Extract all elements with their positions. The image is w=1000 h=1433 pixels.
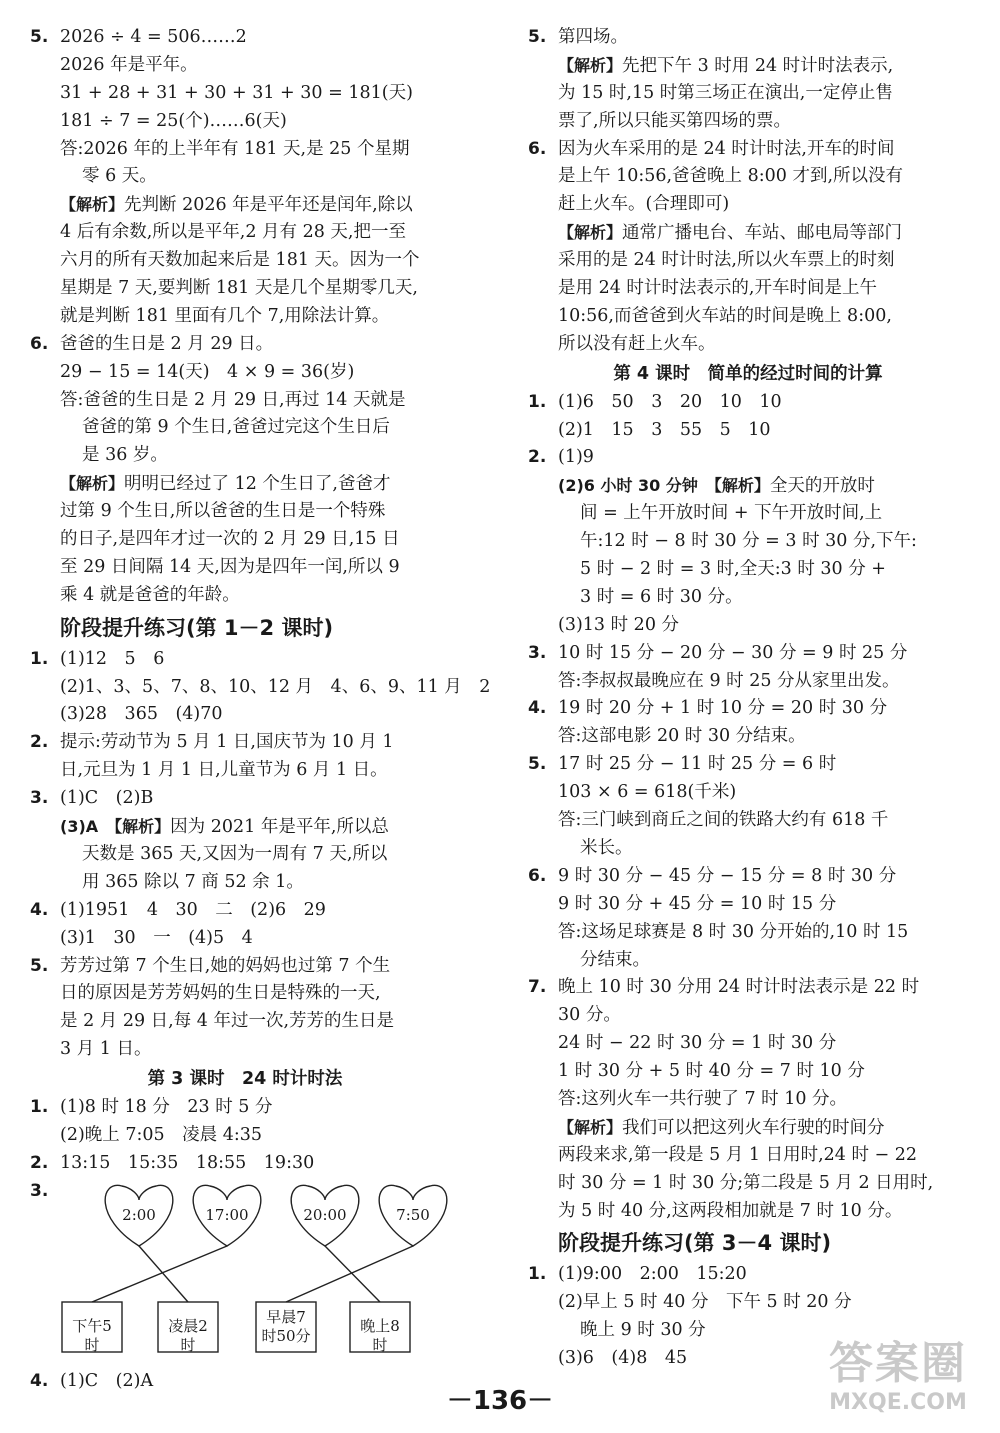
line-text: 采用的是 24 时计时法,所以火车票上的时刻 (558, 250, 895, 271)
answer-line (30, 303, 460, 331)
item-number: 1. (30, 1097, 49, 1118)
answer-line (30, 980, 460, 1008)
answer-line (528, 556, 968, 584)
item-number: 1. (528, 1264, 547, 1285)
answer-line (30, 498, 460, 526)
line-text: 答:2026 年的上半年有 181 天,是 25 个星期 (60, 138, 410, 159)
line-text: 日的原因是芳芳妈妈的生日是特殊的一天, (60, 983, 381, 1004)
answer-line (30, 1122, 460, 1150)
answer-line (528, 891, 968, 919)
match-line (286, 1246, 413, 1302)
line-text: (1)C (2)B (60, 788, 154, 809)
answer-line (30, 869, 460, 897)
answer-line (30, 387, 460, 415)
answer-item (528, 751, 968, 779)
answer-line (30, 925, 460, 953)
line-text: 答:这部电影 20 时 30 分结束。 (558, 726, 806, 747)
line-text: 晚上 9 时 30 分 (580, 1320, 706, 1341)
line-text: 是上午 10:56,爸爸晚上 8:00 才到,所以没有 (558, 166, 904, 187)
answer-item (30, 24, 460, 52)
answer-line (528, 52, 968, 80)
answer-line (30, 1036, 460, 1064)
item-number: 6. (528, 138, 547, 159)
match-line (92, 1246, 227, 1302)
line-text: 答:这列火车一共行驶了 7 时 10 分。 (558, 1088, 848, 1109)
line-text: (3)13 时 20 分 (558, 614, 680, 635)
answer-line (528, 1058, 968, 1086)
line-text: (2)1 15 3 55 5 10 (558, 419, 771, 440)
line-text: 9 时 30 分 + 45 分 = 10 时 15 分 (558, 893, 837, 914)
line-text: 先判断 2026 年是平年还是闰年,除以 (124, 195, 413, 216)
line-text: 就是判断 181 里面有几个 7,用除法计算。 (60, 305, 390, 326)
item-number: 2. (528, 447, 547, 468)
line-text: 间 = 上午开放时间 + 下午开放时间,上 (580, 503, 883, 524)
item-number: 4. (30, 899, 49, 920)
heart-time-label: 17:00 (205, 1205, 249, 1224)
answer-line (528, 779, 968, 807)
answer-line (528, 1002, 968, 1030)
answer-line (528, 163, 968, 191)
line-text: 用 365 除以 7 商 52 余 1。 (82, 871, 304, 892)
answer-line (528, 247, 968, 275)
line-text: 17 时 25 分 − 11 时 25 分 = 6 时 (558, 754, 837, 775)
analysis-tag: 【解析】 (558, 223, 623, 243)
box-time-label: 下午5时 (72, 1316, 112, 1354)
line-text: 我们可以把这列火车行驶的时间分 (622, 1117, 885, 1138)
answer-item (30, 953, 460, 981)
diagram-row (30, 1178, 460, 1368)
line-text: 24 时 − 22 时 30 分 = 1 时 30 分 (558, 1033, 837, 1054)
match-line (325, 1246, 380, 1302)
answer-line (30, 80, 460, 108)
line-text: (1)8 时 18 分 23 时 5 分 (60, 1097, 273, 1118)
answer-line (30, 191, 460, 219)
line-text: 两段来求,第一段是 5 月 1 日用时,24 时 − 22 (558, 1144, 918, 1165)
line-text: 所以没有赶上火车。 (558, 333, 716, 354)
line-text: 提示:劳动节为 5 月 1 日,国庆节为 10 月 1 (60, 732, 394, 753)
answer-item (30, 331, 460, 359)
line-text: (1)9 (558, 447, 594, 468)
item-number: 6. (30, 333, 49, 354)
answer-line (528, 1142, 968, 1170)
line-text: 4 后有余数,所以是平年,2 月有 28 天,把一至 (60, 222, 406, 243)
line-text: 31 + 28 + 31 + 30 + 31 + 30 = 181(天) (60, 82, 413, 103)
line-text: 至 29 日间隔 14 天,因为是四年一闰,所以 9 (60, 556, 400, 577)
line-text: 是 2 月 29 日,每 4 年过一次,芳芳的生日是 (60, 1011, 395, 1032)
item-number: 2. (30, 1152, 49, 1173)
heart-time-label: 7:50 (396, 1205, 430, 1224)
line-text: 30 分。 (558, 1005, 621, 1026)
analysis-tag: 【解析】 (60, 195, 125, 215)
line-text: (1)9:00 2:00 15:20 (558, 1264, 747, 1285)
watermark-logo (808, 1338, 988, 1428)
answer-line (528, 1289, 968, 1317)
answer-line (528, 472, 968, 500)
item-number: 1. (30, 648, 49, 669)
answer-line (528, 807, 968, 835)
answer-line (30, 52, 460, 80)
answer-line (528, 919, 968, 947)
answer-line (528, 1170, 968, 1198)
answer-item (528, 136, 968, 164)
line-text: 时 30 分 = 1 时 30 分;第二段是 5 月 2 日用时, (558, 1172, 934, 1193)
answer-line (30, 163, 460, 191)
line-text: (2)早上 5 时 40 分 下午 5 时 20 分 (558, 1292, 852, 1313)
item-number: 3. (30, 1180, 49, 1201)
answer-line (30, 554, 460, 582)
answer-line (528, 108, 968, 136)
analysis-tag: 【解析】 (558, 55, 623, 75)
lesson-heading: 第 3 课时 24 时计时法 (147, 1069, 343, 1090)
answer-line (528, 500, 968, 528)
heart-time-label: 2:00 (122, 1205, 156, 1224)
box-time-label: 晚上8时 (360, 1316, 400, 1354)
line-text: 明明已经过了 12 个生日了,爸爸才 (124, 474, 391, 495)
box-time-label: 早晨7时50分 (261, 1307, 311, 1345)
answer-line (30, 1008, 460, 1036)
box-time-label: 凌晨2时 (168, 1316, 208, 1354)
answer-line (30, 701, 460, 729)
line-text: 2026 ÷ 4 = 506……2 (60, 27, 247, 47)
watermark-text: 答案圈 (829, 1338, 967, 1389)
answer-item (30, 785, 460, 813)
line-text: 为 15 时,15 时第三场正在演出,一定停止售 (558, 82, 893, 103)
line-text: 爸爸的生日是 2 月 29 日。 (60, 333, 274, 354)
item-number: 7. (528, 977, 547, 998)
answer-line (528, 723, 968, 751)
answer-item (30, 729, 460, 757)
item-number: 3. (30, 788, 49, 809)
answer-line (528, 947, 968, 975)
answer-line (528, 191, 968, 219)
line-text: 1 时 30 分 + 5 时 40 分 = 7 时 10 分 (558, 1061, 865, 1082)
answer-item (30, 1150, 460, 1178)
item-number: 1. (528, 391, 547, 412)
answer-line (528, 331, 968, 359)
line-text: 零 6 天。 (82, 166, 157, 187)
answer-line (528, 1198, 968, 1226)
answer-line (30, 841, 460, 869)
line-text: (3)28 365 (4)70 (60, 704, 223, 725)
item-number: 4. (528, 698, 547, 719)
answer-item (528, 863, 968, 891)
answer-line (30, 813, 460, 841)
line-text: 答:李叔叔最晚应在 9 时 25 分从家里出发。 (558, 670, 900, 691)
answer-line (528, 80, 968, 108)
answer-line (30, 247, 460, 275)
answer-line (30, 470, 460, 498)
line-text: 票了,所以只能买第四场的票。 (558, 110, 792, 131)
answer-item (528, 695, 968, 723)
analysis-tag: 【解析】 (558, 1117, 623, 1137)
line-text: 的日子,是四年才过一次的 2 月 29 日,15 日 (60, 529, 400, 550)
line-text: 先把下午 3 时用 24 时计时法表示, (622, 55, 894, 76)
answer-item (528, 1261, 968, 1289)
line-text: 过第 9 个生日,所以爸爸的生日是一个特殊 (60, 501, 386, 522)
line-text: 10 时 15 分 − 20 分 − 30 分 = 9 时 25 分 (558, 642, 908, 663)
answer-line (528, 219, 968, 247)
item-number: 5. (528, 754, 547, 775)
analysis-tag: (2)6 小时 30 分钟 【解析】 (558, 476, 770, 496)
answer-item (528, 24, 968, 52)
answer-line (528, 835, 968, 863)
item-number: 5. (30, 27, 49, 47)
line-text: 六月的所有天数加起来后是 181 天。因为一个 (60, 250, 420, 271)
page-number: －136－ (446, 1386, 554, 1416)
line-text: 13:15 15:35 18:55 19:30 (60, 1152, 315, 1173)
item-number: 5. (30, 955, 49, 976)
item-number: 6. (528, 865, 547, 886)
answer-line (30, 757, 460, 785)
line-text: 爸爸的第 9 个生日,爸爸过完这个生日后 (82, 417, 390, 438)
line-text: 天数是 365 天,又因为一周有 7 天,所以 (82, 843, 388, 864)
line-text: (1)1951 4 30 二 (2)6 29 (60, 899, 326, 920)
answer-item (528, 974, 968, 1002)
matching-diagram (60, 1178, 490, 1358)
answer-line (528, 528, 968, 556)
item-number: 4. (30, 1370, 49, 1391)
line-text: 日,元旦为 1 月 1 日,儿童节为 6 月 1 日。 (60, 760, 388, 781)
line-text: (3)6 (4)8 45 (558, 1348, 688, 1369)
line-text: (2)晚上 7:05 凌晨 4:35 (60, 1124, 263, 1145)
match-line (139, 1246, 188, 1302)
line-text: (1)C (2)A (60, 1370, 154, 1391)
answer-line (30, 674, 491, 702)
line-text: 3 时 = 6 时 30 分。 (580, 586, 743, 607)
line-text: 通常广播电台、车站、邮电局等部门 (622, 223, 903, 244)
answer-item (30, 897, 460, 925)
watermark-url: MXQE.COM (829, 1390, 967, 1415)
line-text: 午:12 时 − 8 时 30 分 = 3 时 30 分,下午: (580, 531, 917, 552)
line-text: 答:三门峡到商丘之间的铁路大约有 618 千 (558, 810, 889, 831)
item-number: 3. (528, 642, 547, 663)
line-text: 答:爸爸的生日是 2 月 29 日,再过 14 天就是 (60, 389, 406, 410)
analysis-tag: (3)A 【解析】 (60, 817, 171, 837)
answer-item (30, 1094, 460, 1122)
answer-line (30, 136, 460, 164)
line-text: 10:56,而爸爸到火车站的时间是晚上 8:00, (558, 305, 892, 326)
line-text: 因为 2021 年是平年,所以总 (170, 817, 389, 838)
answer-item (30, 646, 460, 674)
answer-line (528, 1030, 968, 1058)
item-number: 5. (528, 27, 547, 47)
lesson-heading: 第 4 课时 简单的经过时间的计算 (613, 363, 883, 384)
line-text: (1)6 50 3 20 10 10 (558, 391, 782, 412)
line-text: 全天的开放时 (769, 476, 875, 497)
answer-line (528, 1086, 968, 1114)
line-text: 2026 年是平年。 (60, 54, 198, 75)
line-text: 晚上 10 时 30 分用 24 时计时法表示是 22 时 (558, 977, 920, 998)
answer-line (30, 582, 460, 610)
answer-line (528, 417, 968, 445)
line-text: 5 时 − 2 时 = 3 时,全天:3 时 30 分 + (580, 559, 886, 580)
line-text: (2)1、3、5、7、8、10、12 月 4、6、9、11 月 2 (60, 676, 491, 697)
line-text: 第四场。 (558, 27, 628, 47)
answer-line (30, 526, 460, 554)
line-text: 因为火车采用的是 24 时计时法,开车的时间 (558, 138, 895, 159)
answer-line (528, 1114, 968, 1142)
line-text: 3 月 1 日。 (60, 1039, 152, 1060)
line-text: (1)12 5 6 (60, 648, 165, 669)
left-column (30, 24, 491, 1396)
line-text: (3)1 30 一 (4)5 4 (60, 927, 253, 948)
answer-line (528, 612, 968, 640)
line-text: 米长。 (580, 837, 633, 858)
item-number: 2. (30, 732, 49, 753)
section-heading: 阶段提升练习(第 1－2 课时) (60, 615, 334, 640)
line-text: 为 5 时 40 分,这两段相加就是 7 时 10 分。 (558, 1200, 903, 1221)
answer-line (30, 442, 460, 470)
line-text: 是 36 岁。 (82, 445, 168, 466)
answer-line (30, 359, 460, 387)
line-text: 19 时 20 分 + 1 时 10 分 = 20 时 30 分 (558, 698, 888, 719)
line-text: 181 ÷ 7 = 25(个)……6(天) (60, 110, 287, 131)
answer-line (30, 219, 460, 247)
heart-time-label: 20:00 (303, 1205, 347, 1224)
right-column (528, 24, 968, 1373)
line-text: 答:这场足球赛是 8 时 30 分开始的,10 时 15 (558, 921, 909, 942)
answer-line (30, 108, 460, 136)
answer-item (528, 444, 968, 472)
answer-line (528, 275, 968, 303)
line-text: 29 − 15 = 14(天) 4 × 9 = 36(岁) (60, 361, 355, 382)
answer-line (30, 414, 460, 442)
answer-line (528, 668, 968, 696)
line-text: 9 时 30 分 − 45 分 − 15 分 = 8 时 30 分 (558, 865, 897, 886)
line-text: 103 × 6 = 618(千米) (558, 782, 737, 803)
answer-item (528, 389, 968, 417)
line-text: 分结束。 (580, 949, 650, 970)
line-text: 芳芳过第 7 个生日,她的妈妈也过第 7 个生 (60, 955, 391, 976)
analysis-tag: 【解析】 (60, 474, 125, 494)
answer-line (528, 303, 968, 331)
section-heading: 阶段提升练习(第 3－4 课时) (558, 1231, 832, 1256)
line-text: 赶上火车。(合理即可) (558, 194, 730, 215)
line-text: 星期是 7 天,要判断 181 天是几个星期零几天, (60, 278, 418, 299)
answer-line (30, 275, 460, 303)
answer-line (528, 584, 968, 612)
line-text: 乘 4 就是爸爸的年龄。 (60, 584, 240, 605)
line-text: 是用 24 时计时法表示的,开车时间是上午 (558, 278, 877, 299)
answer-item (528, 640, 968, 668)
